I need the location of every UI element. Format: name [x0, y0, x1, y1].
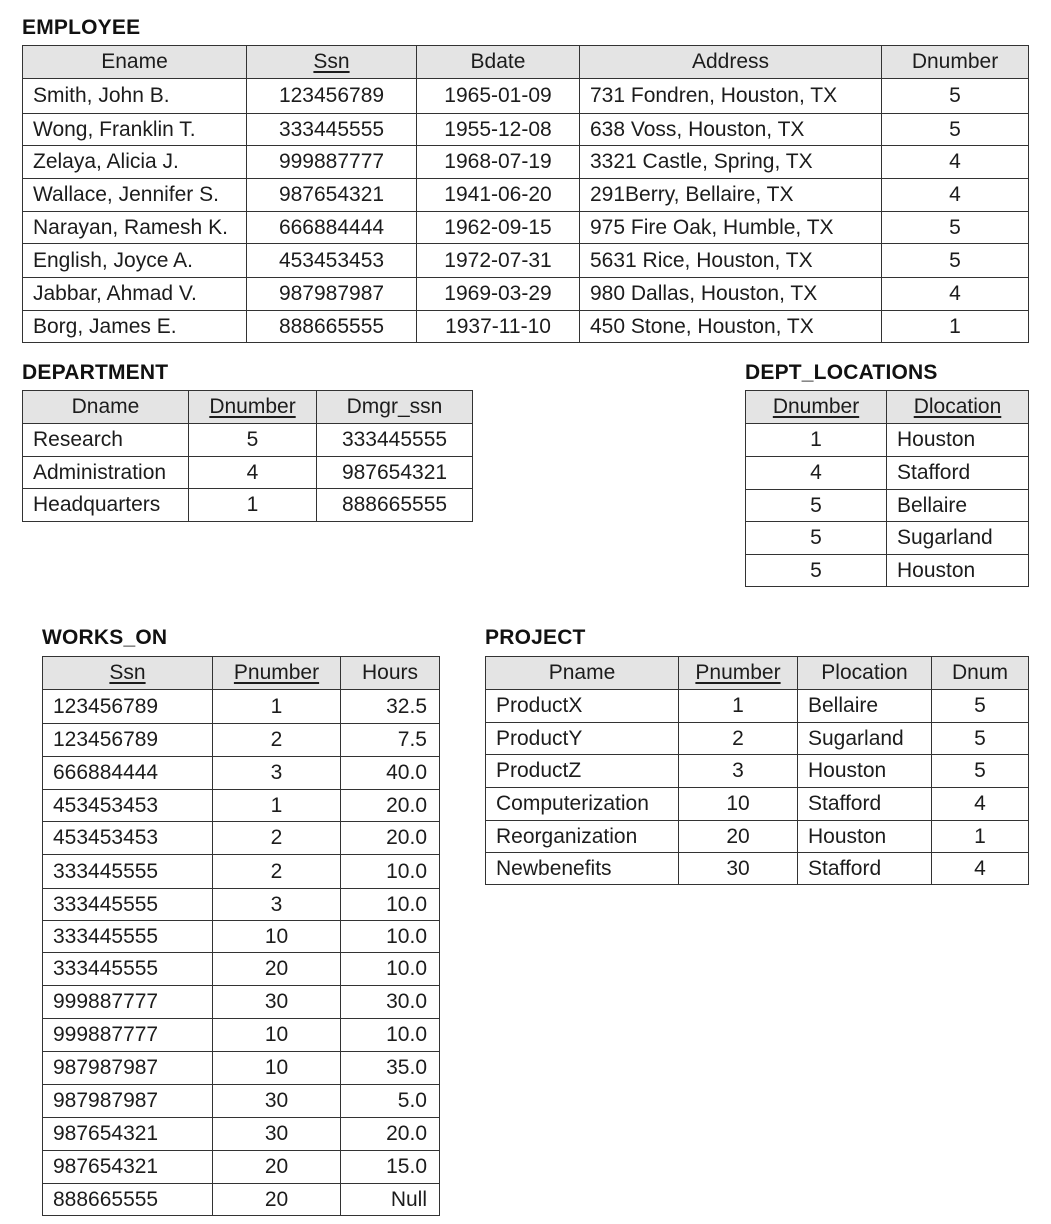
works-on-cell: 10.0 — [341, 1019, 440, 1052]
project-cell: 10 — [679, 788, 798, 821]
works-on-cell: 888665555 — [43, 1184, 213, 1216]
works-on-row — [43, 889, 440, 921]
employee-cell: Wong, Franklin T. — [23, 114, 247, 146]
employee-cell: 333445555 — [247, 114, 417, 146]
works-on-cell: 7.5 — [341, 724, 440, 757]
department-column-header: Dname — [23, 391, 189, 424]
works-on-cell: 30 — [213, 986, 341, 1019]
works-on-cell: 999887777 — [43, 986, 213, 1019]
project-cell: 5 — [932, 723, 1029, 755]
works-on-cell: 123456789 — [43, 724, 213, 757]
employee-header-row — [23, 46, 1029, 79]
works-on-cell: 5.0 — [341, 1085, 440, 1118]
employee-cell: 1969-03-29 — [417, 278, 580, 311]
department-title: DEPARTMENT — [22, 361, 169, 384]
project-cell: Computerization — [486, 788, 679, 821]
employee-cell: Narayan, Ramesh K. — [23, 212, 247, 244]
employee-cell: 975 Fire Oak, Humble, TX — [580, 212, 882, 244]
dept-locations-header-row — [746, 391, 1029, 424]
works-on-cell: 35.0 — [341, 1052, 440, 1085]
works-on-cell: 2 — [213, 855, 341, 889]
employee-column-header: Bdate — [417, 46, 580, 79]
project-cell: 1 — [932, 821, 1029, 853]
dept-locations-column-header: Dnumber — [746, 391, 887, 424]
employee-cell: 987654321 — [247, 179, 417, 212]
project-cell: ProductX — [486, 690, 679, 723]
works-on-cell: 123456789 — [43, 690, 213, 724]
works-on-row — [43, 1085, 440, 1118]
works-on-cell: 3 — [213, 889, 341, 921]
department-cell: 4 — [189, 457, 317, 489]
employee-row — [23, 179, 1029, 212]
works-on-cell: 10.0 — [341, 889, 440, 921]
works-on-cell: 10.0 — [341, 855, 440, 889]
works-on-row — [43, 855, 440, 889]
project-column-header: Pnumber — [679, 657, 798, 690]
project-title: PROJECT — [485, 626, 586, 649]
employee-cell: 1972-07-31 — [417, 244, 580, 278]
works-on-cell: 1 — [213, 790, 341, 822]
department-row — [23, 457, 473, 489]
project-cell: Stafford — [798, 853, 932, 885]
employee-column-header: Ssn — [247, 46, 417, 79]
works-on-row — [43, 953, 440, 986]
employee-row — [23, 278, 1029, 311]
works-on-cell: 333445555 — [43, 921, 213, 953]
project-cell: 4 — [932, 788, 1029, 821]
works-on-cell: 999887777 — [43, 1019, 213, 1052]
employee-row — [23, 244, 1029, 278]
project-row — [486, 821, 1029, 853]
project-cell: 30 — [679, 853, 798, 885]
works-on-cell: 30.0 — [341, 986, 440, 1019]
employee-cell: English, Joyce A. — [23, 244, 247, 278]
employee-cell: 1965-01-09 — [417, 79, 580, 114]
employee-cell: 1955-12-08 — [417, 114, 580, 146]
project-cell: 1 — [679, 690, 798, 723]
works-on-column-header: Ssn — [43, 657, 213, 690]
employee-cell: 4 — [882, 278, 1029, 311]
works-on-row — [43, 1019, 440, 1052]
project-cell: 3 — [679, 755, 798, 788]
works-on-cell: 20.0 — [341, 790, 440, 822]
works-on-cell: 333445555 — [43, 889, 213, 921]
works-on-column-header: Pnumber — [213, 657, 341, 690]
works-on-cell: 20 — [213, 953, 341, 986]
employee-cell: 5 — [882, 79, 1029, 114]
project-row — [486, 853, 1029, 885]
works-on-cell: 10 — [213, 1019, 341, 1052]
employee-cell: Smith, John B. — [23, 79, 247, 114]
employee-cell: 888665555 — [247, 311, 417, 343]
dept-locations-cell: Stafford — [887, 457, 1029, 490]
dept-locations-cell: Sugarland — [887, 522, 1029, 555]
works-on-cell: 987987987 — [43, 1052, 213, 1085]
department-cell: 333445555 — [317, 424, 473, 457]
works-on-cell: 30 — [213, 1085, 341, 1118]
dept-locations-cell: 5 — [746, 522, 887, 555]
employee-row — [23, 114, 1029, 146]
employee-cell: Wallace, Jennifer S. — [23, 179, 247, 212]
employee-cell: 4 — [882, 146, 1029, 179]
employee-cell: 5631 Rice, Houston, TX — [580, 244, 882, 278]
employee-cell: 1968-07-19 — [417, 146, 580, 179]
employee-cell: Borg, James E. — [23, 311, 247, 343]
works-on-row — [43, 921, 440, 953]
employee-column-header: Dnumber — [882, 46, 1029, 79]
employee-row — [23, 79, 1029, 114]
employee-cell: 4 — [882, 179, 1029, 212]
department-row — [23, 424, 473, 457]
dept-locations-cell: 5 — [746, 490, 887, 522]
project-column-header: Dnum — [932, 657, 1029, 690]
works-on-cell: 10 — [213, 1052, 341, 1085]
employee-cell: Zelaya, Alicia J. — [23, 146, 247, 179]
works-on-cell: 2 — [213, 724, 341, 757]
works-on-row — [43, 822, 440, 855]
works-on-cell: 453453453 — [43, 822, 213, 855]
works-on-title: WORKS_ON — [42, 626, 168, 649]
works-on-cell: Null — [341, 1184, 440, 1216]
project-row — [486, 690, 1029, 723]
employee-cell: 1962-09-15 — [417, 212, 580, 244]
works-on-cell: 20 — [213, 1151, 341, 1184]
works-on-row — [43, 757, 440, 790]
employee-cell: 5 — [882, 114, 1029, 146]
dept-locations-cell: Bellaire — [887, 490, 1029, 522]
project-cell: ProductZ — [486, 755, 679, 788]
employee-table — [22, 45, 1029, 343]
dept-locations-cell: 5 — [746, 555, 887, 587]
employee-cell: 1937-11-10 — [417, 311, 580, 343]
department-cell: Research — [23, 424, 189, 457]
works-on-row — [43, 690, 440, 724]
employee-cell: 666884444 — [247, 212, 417, 244]
department-cell: Administration — [23, 457, 189, 489]
department-table — [22, 390, 473, 522]
project-cell: Houston — [798, 821, 932, 853]
employee-cell: 1 — [882, 311, 1029, 343]
employee-cell: 5 — [882, 244, 1029, 278]
works-on-row — [43, 724, 440, 757]
works-on-cell: 20.0 — [341, 822, 440, 855]
project-row — [486, 788, 1029, 821]
project-cell: Reorganization — [486, 821, 679, 853]
dept-locations-column-header: Dlocation — [887, 391, 1029, 424]
employee-column-header: Address — [580, 46, 882, 79]
department-column-header: Dmgr_ssn — [317, 391, 473, 424]
dept-locations-cell: Houston — [887, 424, 1029, 457]
project-cell: 20 — [679, 821, 798, 853]
project-row — [486, 723, 1029, 755]
project-column-header: Pname — [486, 657, 679, 690]
works-on-cell: 20.0 — [341, 1118, 440, 1151]
project-column-header: Plocation — [798, 657, 932, 690]
employee-cell: 3321 Castle, Spring, TX — [580, 146, 882, 179]
employee-cell: 123456789 — [247, 79, 417, 114]
works-on-cell: 10.0 — [341, 921, 440, 953]
department-cell: 888665555 — [317, 489, 473, 522]
works-on-cell: 987987987 — [43, 1085, 213, 1118]
dept-locations-row — [746, 522, 1029, 555]
project-cell: Stafford — [798, 788, 932, 821]
works-on-row — [43, 790, 440, 822]
employee-column-header: Ename — [23, 46, 247, 79]
works-on-cell: 2 — [213, 822, 341, 855]
employee-cell: 999887777 — [247, 146, 417, 179]
works-on-cell: 453453453 — [43, 790, 213, 822]
employee-row — [23, 311, 1029, 343]
employee-cell: 1941-06-20 — [417, 179, 580, 212]
department-cell: 987654321 — [317, 457, 473, 489]
employee-cell: 291Berry, Bellaire, TX — [580, 179, 882, 212]
employee-cell: 638 Voss, Houston, TX — [580, 114, 882, 146]
employee-title: EMPLOYEE — [22, 16, 141, 39]
works-on-cell: 666884444 — [43, 757, 213, 790]
project-cell: Sugarland — [798, 723, 932, 755]
department-cell: 1 — [189, 489, 317, 522]
dept-locations-cell: 1 — [746, 424, 887, 457]
works-on-cell: 987654321 — [43, 1151, 213, 1184]
project-cell: Newbenefits — [486, 853, 679, 885]
works-on-cell: 333445555 — [43, 953, 213, 986]
works-on-cell: 15.0 — [341, 1151, 440, 1184]
employee-cell: 453453453 — [247, 244, 417, 278]
works-on-cell: 32.5 — [341, 690, 440, 724]
dept-locations-title: DEPT_LOCATIONS — [745, 361, 938, 384]
works-on-row — [43, 1118, 440, 1151]
works-on-table — [42, 656, 440, 1216]
works-on-cell: 20 — [213, 1184, 341, 1216]
dept-locations-row — [746, 424, 1029, 457]
department-column-header: Dnumber — [189, 391, 317, 424]
dept-locations-cell: Houston — [887, 555, 1029, 587]
works-on-cell: 987654321 — [43, 1118, 213, 1151]
works-on-cell: 10 — [213, 921, 341, 953]
works-on-header-row — [43, 657, 440, 690]
project-header-row — [486, 657, 1029, 690]
works-on-cell: 333445555 — [43, 855, 213, 889]
department-cell: Headquarters — [23, 489, 189, 522]
employee-row — [23, 212, 1029, 244]
project-row — [486, 755, 1029, 788]
works-on-cell: 10.0 — [341, 953, 440, 986]
employee-cell: 450 Stone, Houston, TX — [580, 311, 882, 343]
project-cell: 5 — [932, 690, 1029, 723]
project-cell: 5 — [932, 755, 1029, 788]
works-on-column-header: Hours — [341, 657, 440, 690]
project-cell: Bellaire — [798, 690, 932, 723]
works-on-cell: 40.0 — [341, 757, 440, 790]
works-on-row — [43, 1184, 440, 1216]
department-header-row — [23, 391, 473, 424]
project-table — [485, 656, 1029, 885]
works-on-cell: 3 — [213, 757, 341, 790]
employee-cell: 5 — [882, 212, 1029, 244]
dept-locations-cell: 4 — [746, 457, 887, 490]
dept-locations-row — [746, 555, 1029, 587]
works-on-cell: 30 — [213, 1118, 341, 1151]
works-on-row — [43, 1151, 440, 1184]
works-on-cell: 1 — [213, 690, 341, 724]
employee-cell: 987987987 — [247, 278, 417, 311]
employee-row — [23, 146, 1029, 179]
works-on-row — [43, 1052, 440, 1085]
project-cell: 2 — [679, 723, 798, 755]
employee-cell: 980 Dallas, Houston, TX — [580, 278, 882, 311]
dept-locations-row — [746, 457, 1029, 490]
department-cell: 5 — [189, 424, 317, 457]
project-cell: ProductY — [486, 723, 679, 755]
dept-locations-table — [745, 390, 1029, 587]
project-cell: 4 — [932, 853, 1029, 885]
employee-cell: 731 Fondren, Houston, TX — [580, 79, 882, 114]
department-row — [23, 489, 473, 522]
works-on-row — [43, 986, 440, 1019]
employee-cell: Jabbar, Ahmad V. — [23, 278, 247, 311]
project-cell: Houston — [798, 755, 932, 788]
dept-locations-row — [746, 490, 1029, 522]
